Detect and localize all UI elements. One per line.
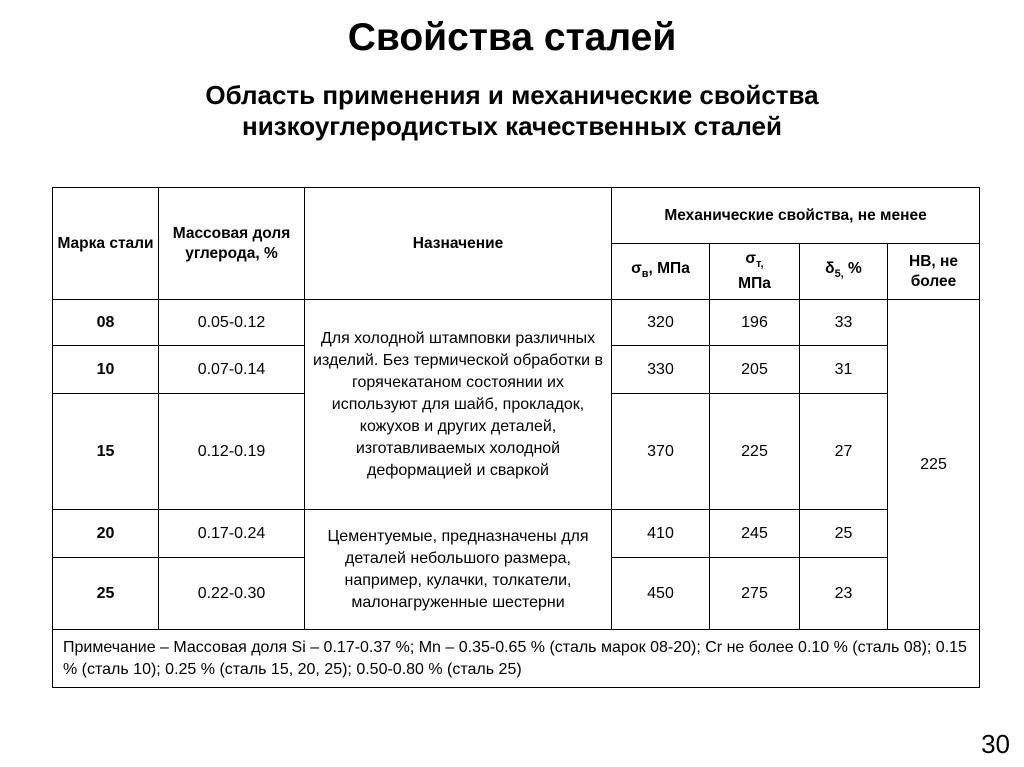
subtitle-line-1: Область применения и механические свойства	[205, 80, 819, 110]
sigma-b-cell: 320	[612, 300, 710, 346]
carbon-cell: 0.05-0.12	[159, 300, 305, 346]
hb-cell: 225	[888, 300, 980, 630]
delta-cell: 23	[800, 558, 888, 630]
delta-subscript: 5,	[834, 268, 844, 281]
header-purpose: Назначение	[305, 188, 612, 300]
sigma-b-subscript: в	[641, 268, 649, 281]
grade-cell: 10	[53, 346, 159, 394]
table-note: Примечание – Массовая доля Si – 0.17-0.37 %; Mn – 0.35-0.65 % (сталь марок 08-20); Cr не более 0.10 % (сталь 08); 0.15 % (сталь 10); 0.25 % (сталь 15, 20, 25); 0.50-0.80 % (сталь 25)	[53, 630, 980, 688]
sigma-t-cell: 275	[710, 558, 800, 630]
delta-symbol: δ	[825, 259, 835, 277]
purpose-cell: Для холодной штамповки различных изделий. Без термической обработки в горячекатаном состоянии их используют для шайб, прокладок, кожухов и других деталей, изготавливаемых холодной деформацией и сваркой	[305, 300, 612, 510]
header-delta	[800, 244, 888, 300]
header-sigma-t	[710, 244, 800, 300]
sigma-t-unit: МПа	[738, 275, 771, 293]
header-grade: Марка стали	[53, 188, 159, 300]
table-row	[53, 300, 980, 346]
sigma-b-cell: 330	[612, 346, 710, 394]
page-subtitle	[0, 80, 1024, 142]
page-number: 30	[981, 729, 1010, 759]
carbon-cell: 0.17-0.24	[159, 510, 305, 558]
carbon-cell: 0.22-0.30	[159, 558, 305, 630]
delta-cell: 33	[800, 300, 888, 346]
table-row	[53, 510, 980, 558]
page-title: Свойства сталей	[347, 16, 677, 59]
header-sigma-b	[612, 244, 710, 300]
sigma-t-cell: 196	[710, 300, 800, 346]
sigma-t-symbol: σ	[745, 249, 756, 267]
steel-properties-table	[52, 187, 980, 688]
grade-cell: 20	[53, 510, 159, 558]
header-carbon: Массовая доля углерода, %	[159, 188, 305, 300]
sigma-t-cell: 205	[710, 346, 800, 394]
delta-unit: %	[843, 259, 862, 277]
header-hb: HB, не более	[888, 244, 980, 300]
sigma-t-cell: 225	[710, 394, 800, 510]
carbon-cell: 0.12-0.19	[159, 394, 305, 510]
grade-cell: 15	[53, 394, 159, 510]
sigma-b-cell: 410	[612, 510, 710, 558]
sigma-b-symbol: σ	[631, 259, 642, 277]
delta-cell: 31	[800, 346, 888, 394]
sigma-b-unit: , МПа	[648, 259, 690, 277]
sigma-t-cell: 245	[710, 510, 800, 558]
purpose-cell: Цементуемые, предназначены для деталей небольшого размера, например, кулачки, толкатели, малонагруженные шестерни	[305, 510, 612, 630]
grade-cell: 25	[53, 558, 159, 630]
grade-cell: 08	[53, 300, 159, 346]
header-mechanical: Механические свойства, не менее	[612, 188, 980, 244]
subtitle-line-2: низкоуглеродистых качественных сталей	[242, 111, 782, 141]
delta-cell: 25	[800, 510, 888, 558]
carbon-cell: 0.07-0.14	[159, 346, 305, 394]
sigma-b-cell: 450	[612, 558, 710, 630]
delta-cell: 27	[800, 394, 888, 510]
sigma-b-cell: 370	[612, 394, 710, 510]
sigma-t-subscript: т,	[755, 258, 764, 271]
